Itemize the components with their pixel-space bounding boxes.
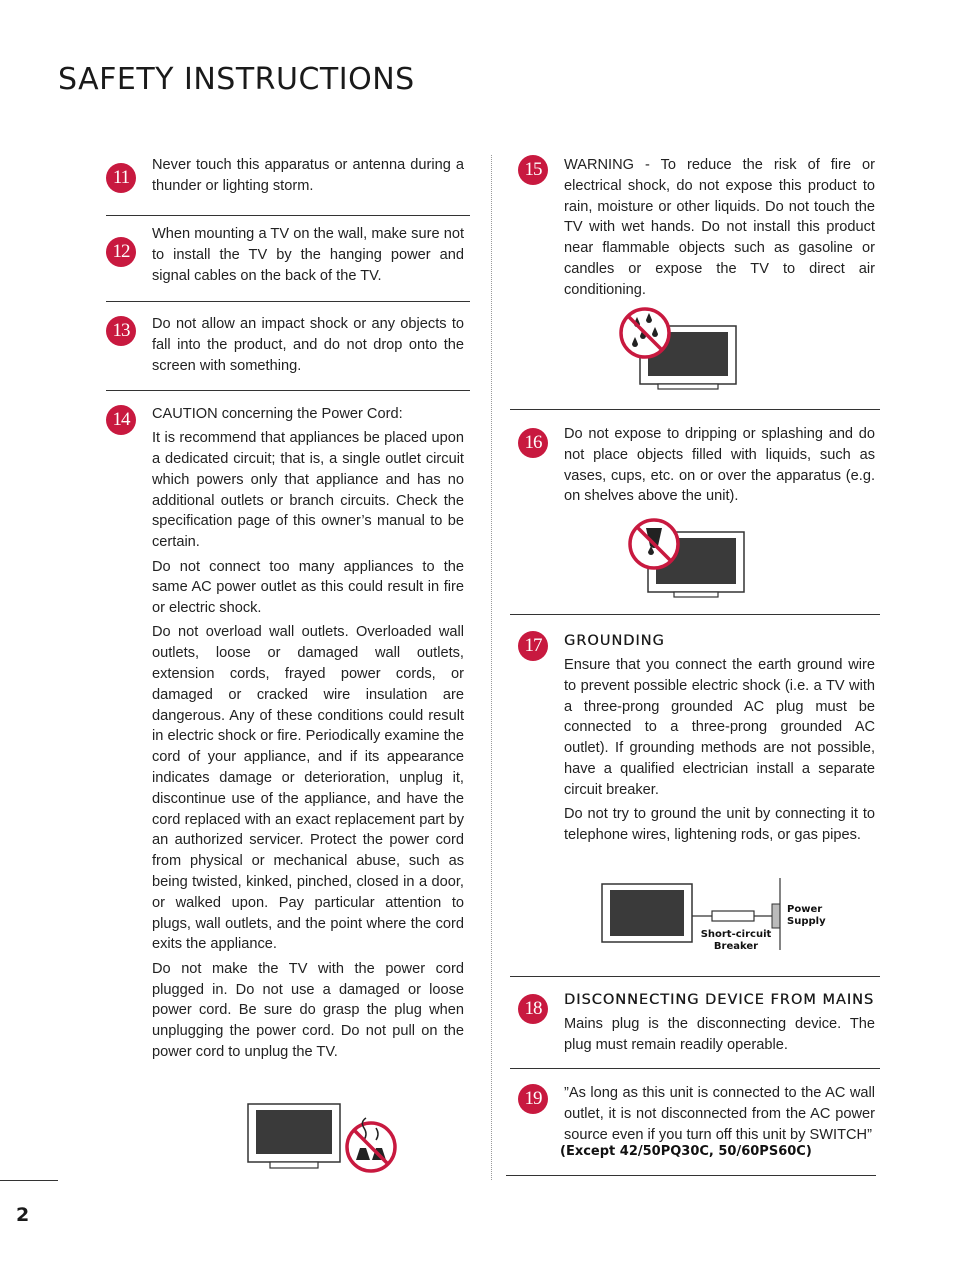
item-11-text xyxy=(152,155,464,200)
item-16-paragraph: Do not expose to dripping or splashing and do not place objects filled with liquids, such as vases, cups, etc. on or over the apparatus (e.g. on shelves above the unit). xyxy=(564,426,875,505)
item-14-paragraph: It is recommend that appliances be placed upon a dedicated circuit; that is, a single outlet circuit which powers only that appliance and has no additional outlets or branch circuits. Check the specification page of this owner’s manual to be certain. xyxy=(152,430,464,551)
item-number-16: 16 xyxy=(518,428,548,458)
item-13-paragraph: Do not allow an impact shock or any objects to fall into the product, and do not drop onto the screen with something. xyxy=(152,316,464,374)
no-liquid-container-icon xyxy=(630,520,678,568)
column-divider xyxy=(491,155,492,1180)
item-16-text xyxy=(564,424,875,511)
item-13-text xyxy=(152,314,464,380)
divider xyxy=(106,390,470,391)
item-15-paragraph: WARNING - To reduce the risk of fire or electrical shock, do not expose this product to rain, moisture or other liquids. Do not touch the TV with wet hands. Do not install this product near flammable objects such as gasoline or candles or expose the TV to direct air conditioning. xyxy=(564,157,875,298)
item-12-paragraph: When mounting a TV on the wall, make sure not to install the TV by the hanging power and signal cables on the back of the TV. xyxy=(152,226,464,284)
no-pull-cord-icon xyxy=(347,1118,395,1171)
divider xyxy=(506,1175,876,1176)
breaker-label: Breaker xyxy=(713,941,759,952)
item-17-text xyxy=(564,655,875,849)
tv-vase-illustration xyxy=(626,516,748,600)
item-14-paragraph: Do not overload wall outlets. Overloaded wall outlets, loose or damaged wall outlets, extension cords, frayed power cords, or damaged or cracked wire insulation are dangerous. Any of these conditions could result in electric shock or fire. Periodically examine the cord of your appliance, and if its appearance indicates damage or deterioration, unplug it, discontinue use of the appliance, and have the cord replaced with an exact replacement part by an authorized servicer. Protect the power cord from physical or mechanical abuse, such as being twisted, kinked, pinched, closed in a door, or walked upon. Pay particular attention to plugs, wall outlets, and the point where the cord exits the appliance. xyxy=(152,624,464,953)
item-12-text xyxy=(152,224,464,290)
item-17-paragraph: Do not try to ground the unit by connecting it to telephone wires, lightening rods, or gas pipes. xyxy=(564,806,875,843)
item-number-11: 11 xyxy=(106,163,136,193)
page-title: SAFETY INSTRUCTIONS xyxy=(58,62,415,97)
page-number-rule xyxy=(0,1180,58,1181)
item-number-15: 15 xyxy=(518,155,548,185)
item-number-14: 14 xyxy=(106,405,136,435)
divider xyxy=(510,976,880,977)
divider xyxy=(510,614,880,615)
item-15-text xyxy=(564,155,875,304)
tv-unplug-illustration xyxy=(244,1100,404,1178)
item-number-19: 19 xyxy=(518,1084,548,1114)
item-number-17: 17 xyxy=(518,631,548,661)
grounding-diagram xyxy=(600,876,840,956)
item-number-18: 18 xyxy=(518,994,548,1024)
divider xyxy=(106,301,470,302)
item-14-paragraph: Do not make the TV with the power cord plugged in. Do not use a damaged or loose power cord. Be sure do grasp the plug when unplugging the power cord. Do not pull on the power cord to unplug the TV. xyxy=(152,960,464,1060)
tv-rain-illustration xyxy=(618,306,740,390)
page-number: 2 xyxy=(16,1204,30,1226)
item-number-12: 12 xyxy=(106,237,136,267)
item-14-text xyxy=(152,404,464,1066)
grounding-heading: GROUNDING xyxy=(564,633,665,649)
item-19-paragraph: ”As long as this unit is connected to the AC wall outlet, it is not disconnected from the AC power source even if you turn off this unit by SWITCH” xyxy=(564,1085,875,1143)
no-water-drops-icon xyxy=(621,309,669,357)
item-14-caution: CAUTION concerning the Power Cord: xyxy=(152,406,403,422)
item-17-paragraph: Ensure that you connect the earth ground wire to prevent possible electric shock (i.e. a TV with a three-prong grounded AC plug must be connected to a three-prong grounded AC outlet). If grounding methods are not possible, have a qualified electrician install a separate circuit breaker. xyxy=(564,657,875,798)
item-number-13: 13 xyxy=(106,316,136,346)
breaker-label: Short-circuit xyxy=(700,929,772,940)
divider xyxy=(106,215,470,216)
item-19-text xyxy=(564,1083,875,1149)
divider xyxy=(510,409,880,410)
disconnecting-heading: DISCONNECTING DEVICE FROM MAINS xyxy=(564,992,875,1008)
item-11-paragraph: Never touch this apparatus or antenna during a thunder or lighting storm. xyxy=(152,157,464,194)
item-14-paragraph: Do not connect too many appliances to the same AC power outlet as this could result in fire or electric shock. xyxy=(152,558,464,617)
divider xyxy=(510,1068,880,1069)
item-18-paragraph: Mains plug is the disconnecting device. The plug must remain readily operable. xyxy=(564,1016,875,1053)
power-supply-label: Supply xyxy=(787,916,826,927)
item-18-text xyxy=(564,1014,875,1059)
power-supply-label: Power xyxy=(787,904,823,915)
model-exception-note: (Except 42/50PQ30C, 50/60PS60C) xyxy=(560,1144,812,1159)
